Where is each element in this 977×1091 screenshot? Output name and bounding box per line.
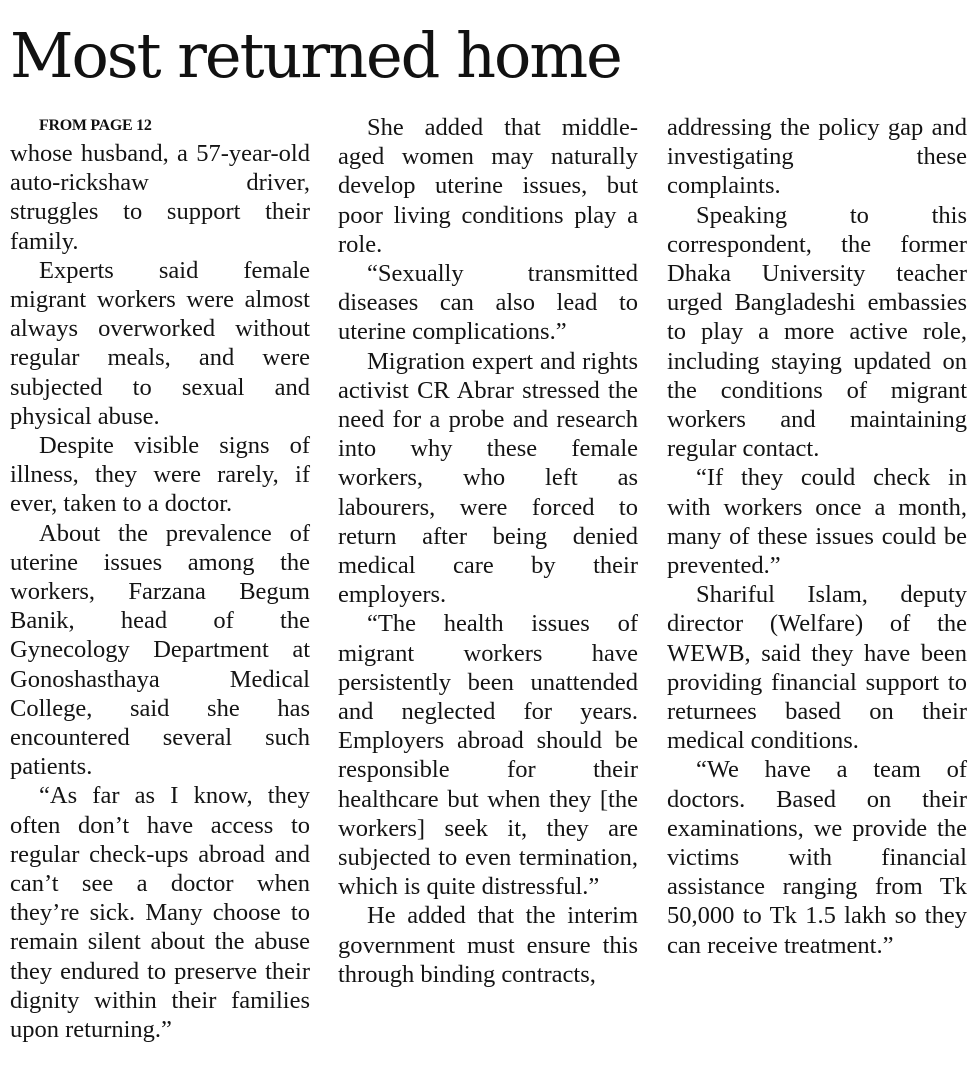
paragraph: “If they could check in with workers once a month, many of these issues could be prevented.”: [667, 464, 967, 580]
paragraph: “Sexually transmitted diseases can also lead to uterine complications.”: [338, 260, 638, 346]
article-column-1: [10, 113, 310, 1044]
paragraph: About the prevalence of uterine issues among the workers, Farzana Begum Banik, head of the Gynecology Department at Gonoshasthaya Medical College, said she has encountered several such patients.: [10, 519, 310, 781]
headline: Most returned home: [10, 19, 621, 92]
jump-line: FROM PAGE 12: [39, 117, 152, 134]
paragraph: Experts said female migrant workers were almost always overworked without regular meals, and were subjected to sexual and physical abuse.: [10, 256, 310, 430]
article-column-3: [667, 113, 967, 960]
paragraph: Migration expert and rights activist CR Abrar stressed the need for a probe and research into why these female workers, who left as labourers, were forced to return after being denied medical care by their employers.: [338, 347, 638, 609]
paragraph: Speaking to this correspondent, the former Dhaka University teacher urged Bangladeshi embassies to play a more active role, including staying updated on the conditions of migrant workers and maintaining regular contact.: [667, 201, 967, 463]
article-column-2: [338, 113, 638, 989]
paragraph: He added that the interim government must ensure this through binding contracts,: [338, 902, 638, 988]
paragraph: She added that middle-aged women may naturally develop uterine issues, but poor living conditions play a role.: [338, 114, 638, 258]
paragraph: “The health issues of migrant workers have persistently been unattended and neglected for years. Employers abroad should be responsible for their healthcare but when they [the workers] seek it, they are subjected to even termination, which is quite distressful.”: [338, 610, 638, 901]
paragraph: “We have a team of doctors. Based on their examinations, we provide the victims with financial assistance ranging from Tk 50,000 to Tk 1.5 lakh so they can receive treatment.”: [667, 756, 967, 959]
paragraph: Despite visible signs of illness, they were rarely, if ever, taken to a doctor.: [10, 432, 310, 518]
paragraph: “As far as I know, they often don’t have access to regular check-ups abroad and can’t see a doctor when they’re sick. Many choose to remain silent about the abuse they endured to preserve their dignity within their families upon returning.”: [10, 782, 310, 1044]
paragraph: whose husband, a 57-year-old auto-rickshaw driver, struggles to support their family.: [10, 140, 310, 255]
paragraph: Shariful Islam, deputy director (Welfare) of the WEWB, said they have been providing financial support to returnees based on their medical conditions.: [667, 581, 967, 755]
paragraph: addressing the policy gap and investigating these complaints.: [667, 114, 967, 200]
